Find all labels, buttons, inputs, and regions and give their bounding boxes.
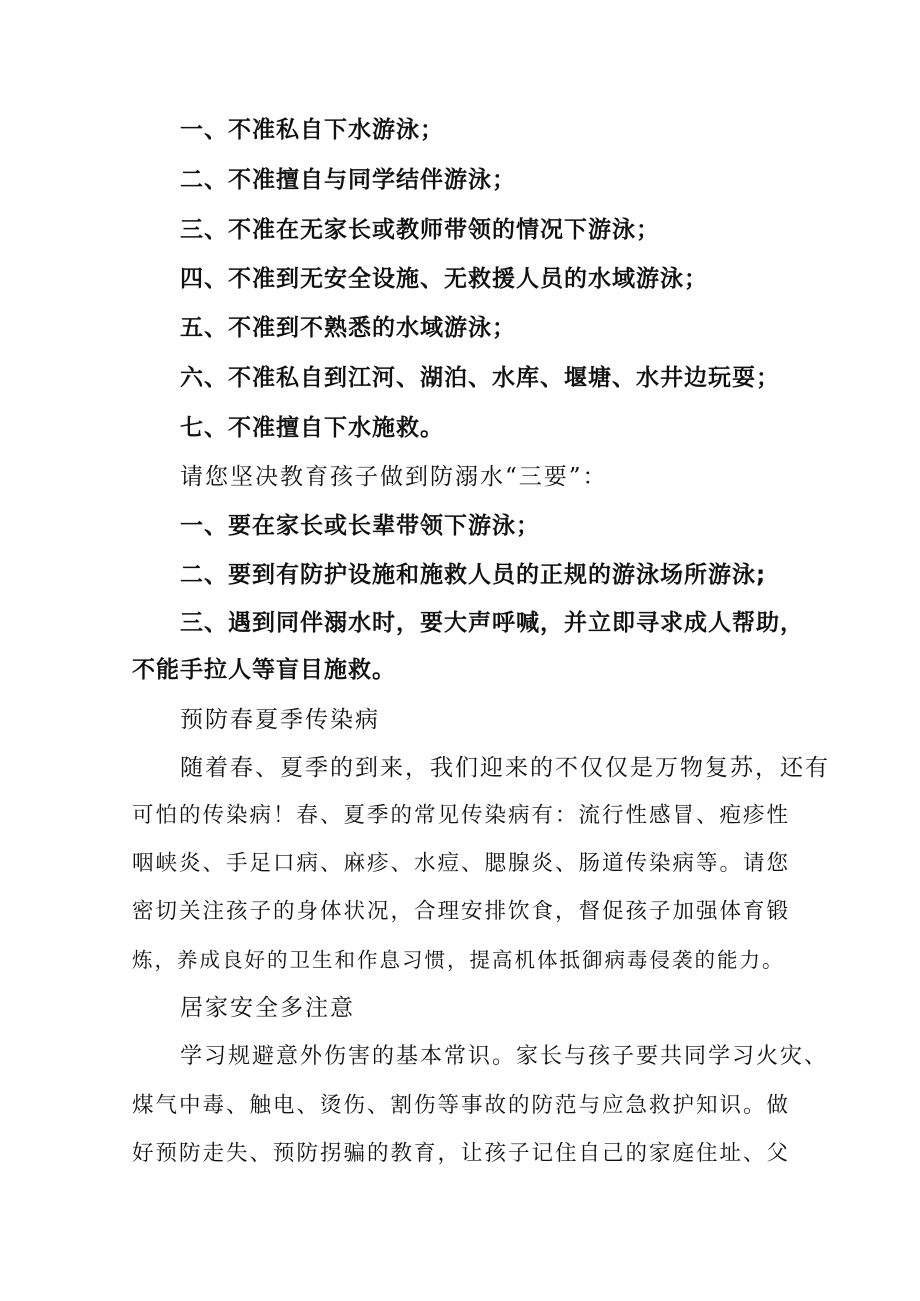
paragraph-line: 随着春、夏季的到来，我们迎来的不仅仅是万物复苏，还有 — [180, 755, 830, 781]
prohibition-item: 二、不准擅自与同学结伴游泳； — [180, 167, 516, 193]
paragraph-line: 学习规避意外伤害的基本常识。家长与孩子要共同学习火灾、 — [180, 1044, 829, 1069]
section-heading-home-safety: 居家安全多注意 — [180, 995, 355, 1021]
prohibition-item: 五、不准到不熟悉的水域游泳； — [180, 315, 516, 341]
prohibition-item: 三、不准在无家长或教师带领的情况下游泳； — [180, 217, 660, 243]
paragraph-line: 密切关注孩子的身体状况，合理安排饮食，督促孩子加强体育锻 — [132, 899, 791, 924]
must-item: 三、遇到同伴溺水时，要大声呼喊，并立即寻求成人帮助， — [180, 610, 804, 636]
prohibition-item: 七、不准擅自下水施救。 — [180, 415, 444, 441]
paragraph-line: 咽峡炎、手足口病、麻疹、水痘、腮腺炎、肠道传染病等。请您 — [132, 851, 791, 876]
must-item-continuation: 不能手拉人等盲目施救。 — [132, 657, 396, 683]
paragraph-line: 好预防走失、预防拐骗的教育，让孩子记住自己的家庭住址、父 — [132, 1141, 791, 1166]
paragraph-line: 可怕的传染病！春、夏季的常见传染病有：流行性感冒、疱疹性 — [132, 803, 791, 828]
paragraph-line: 煤气中毒、触电、烫伤、割伤等事故的防范与应急救护知识。做 — [132, 1093, 791, 1118]
paragraph-line: 炼，养成良好的卫生和作息习惯，提高机体抵御病毒侵袭的能力。 — [132, 948, 785, 972]
prohibition-item: 四、不准到无安全设施、无救援人员的水域游泳； — [180, 266, 708, 292]
prohibition-item: 一、不准私自下水游泳； — [180, 117, 444, 143]
must-item: 一、要在家长或长辈带领下游泳； — [180, 513, 540, 539]
section-heading-disease: 预防春夏季传染病 — [180, 707, 380, 733]
must-item: 二、要到有防护设施和施救人员的正规的游泳场所游泳; — [180, 562, 767, 588]
prohibition-item: 六、不准私自到江河、湖泊、水库、堰塘、水井边玩耍； — [180, 365, 780, 391]
three-musts-intro: 请您坚决教育孩子做到防溺水“三要”： — [180, 464, 608, 490]
